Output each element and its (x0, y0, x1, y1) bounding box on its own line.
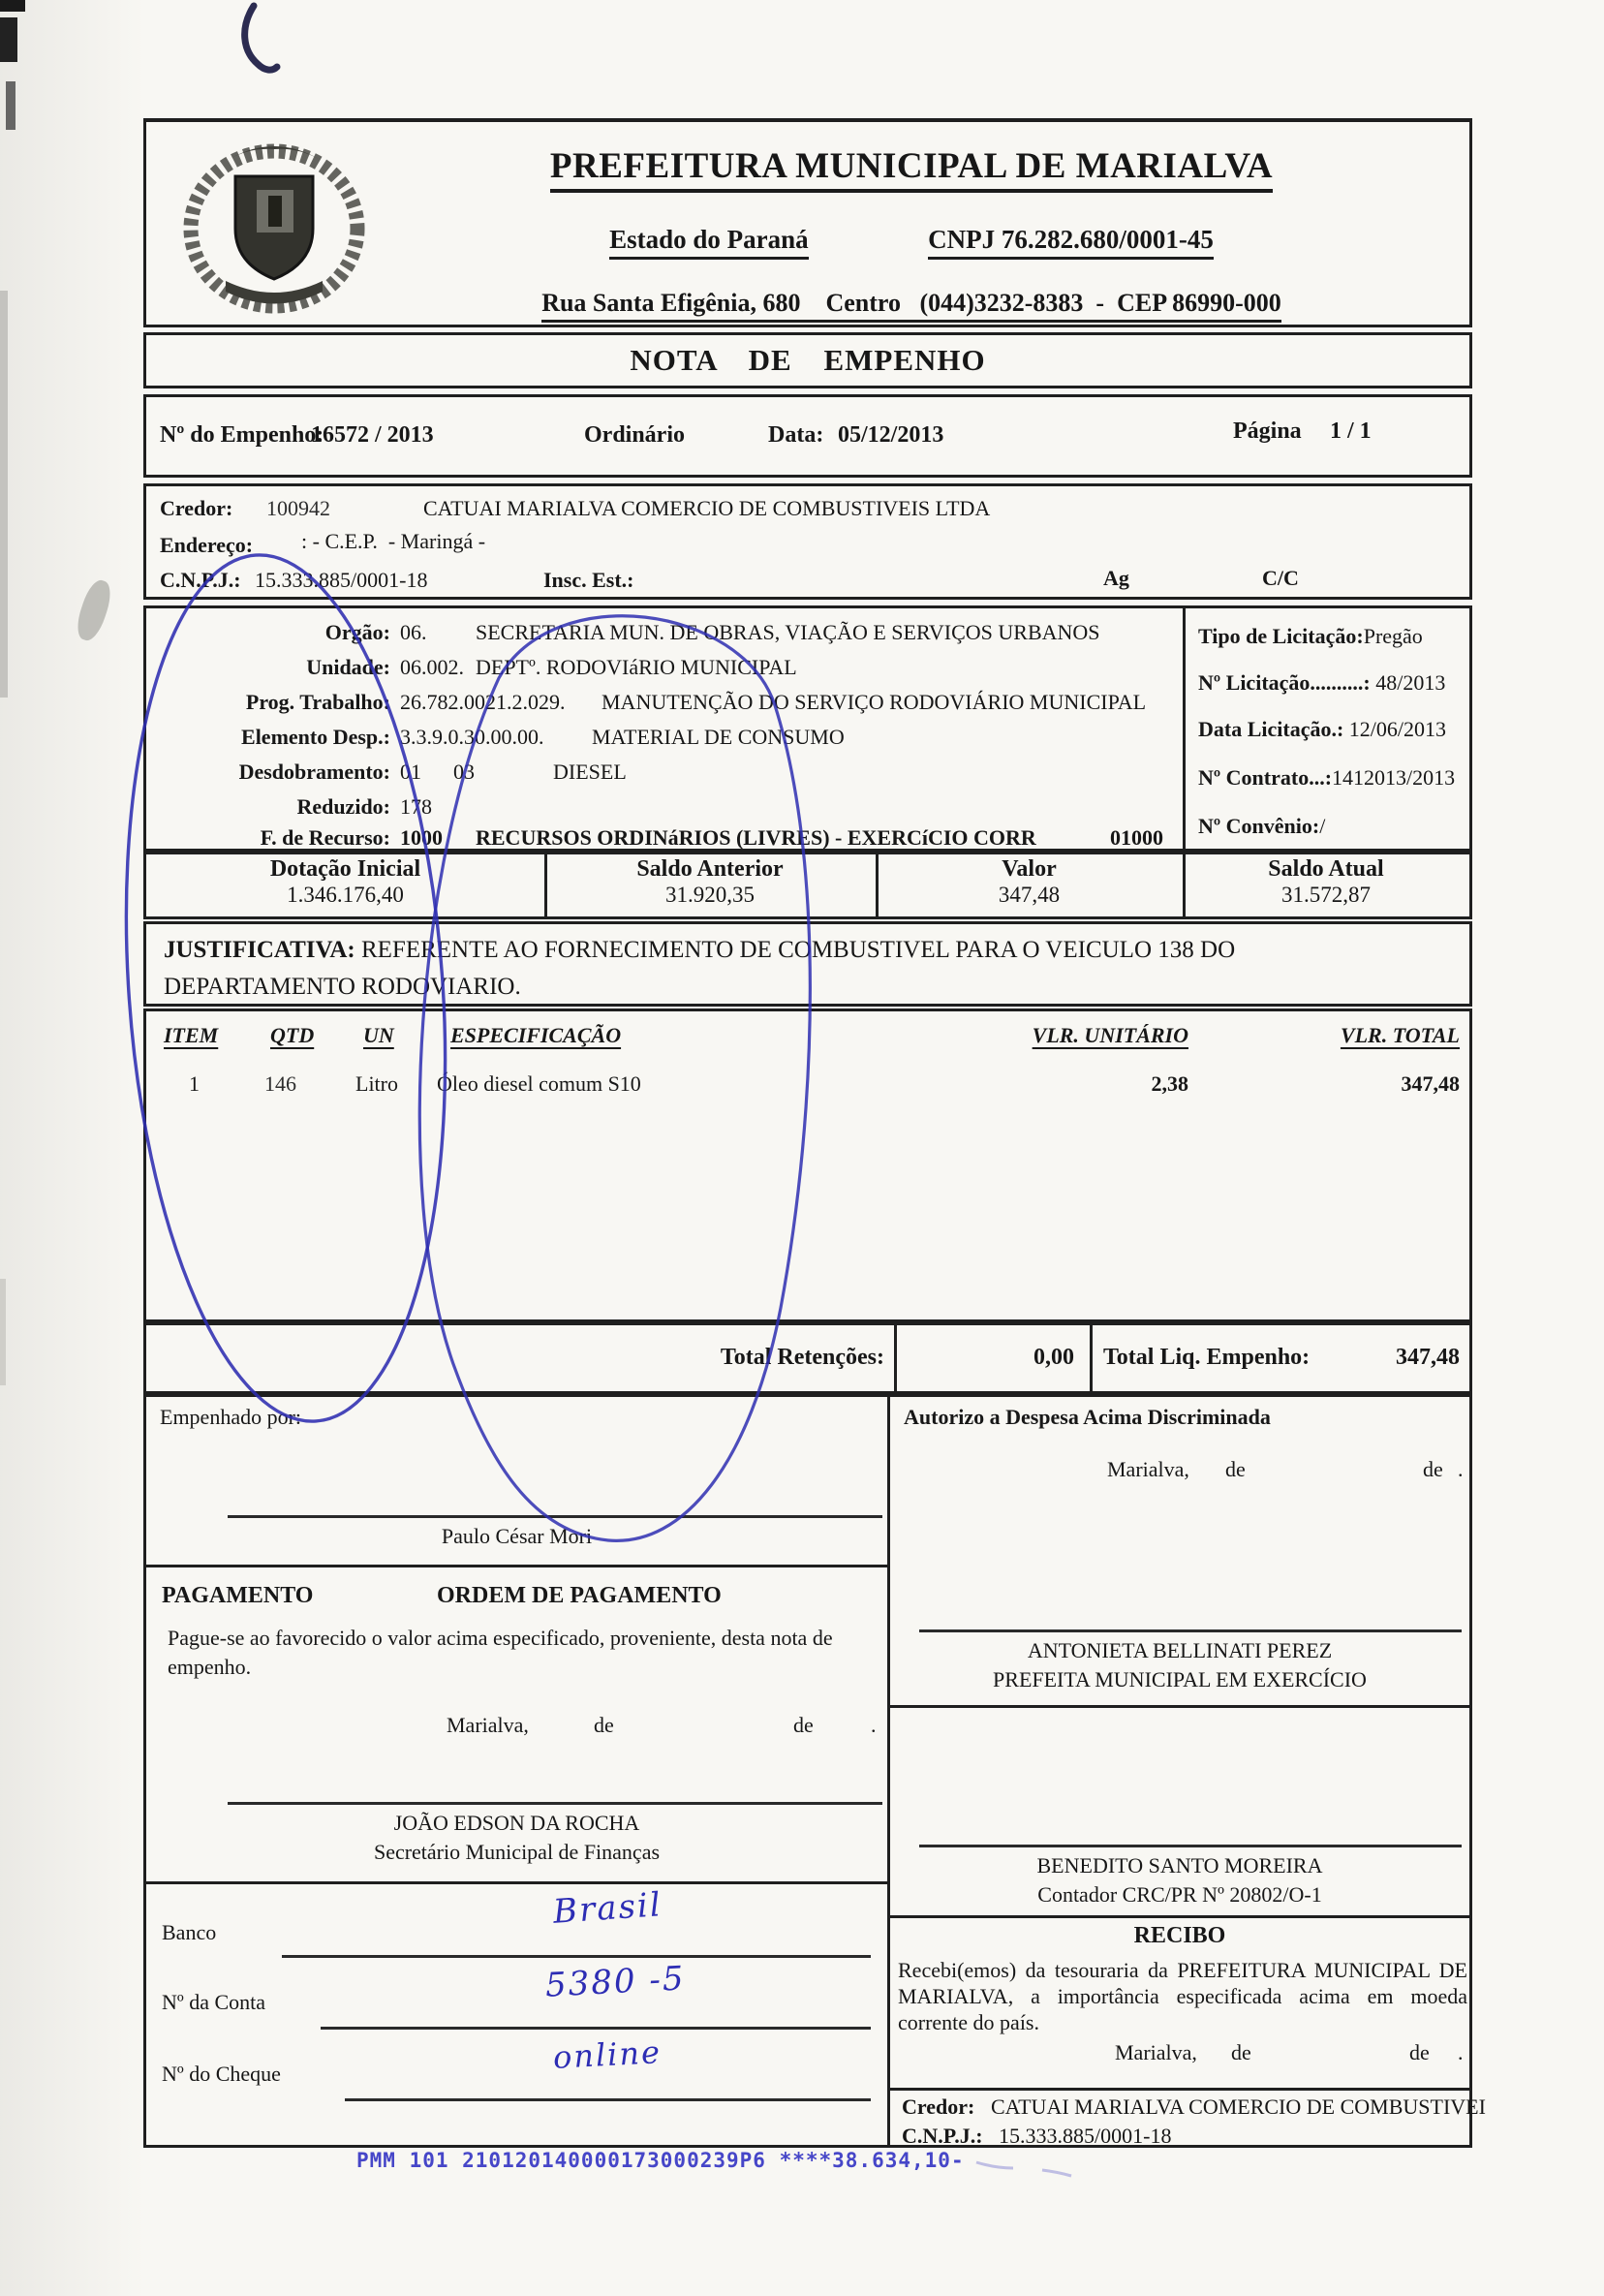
item-vlr-total: 347,48 (1401, 1071, 1460, 1096)
pagamento-title: PAGAMENTO (162, 1583, 314, 1608)
unidade-label: Unidade: (306, 655, 390, 679)
dot-matrix-stamp: PMM 101 210120140000173000239P6 ****38.634,10- (356, 2149, 965, 2172)
total-liquido-value: 347,48 (1396, 1345, 1460, 1370)
credor-box (143, 483, 1472, 600)
item-especificacao: Óleo diesel comum S10 (437, 1071, 641, 1096)
mayor-name: ANTONIETA BELLINATI PEREZ (1027, 1638, 1333, 1662)
address-line: Rua Santa Efigênia, 680 Centro (044)3232-8383 - CEP 86990-000 (541, 289, 1281, 323)
data-licitacao-label: Data Licitação.: (1198, 717, 1344, 741)
justificativa-label: JUSTIFICATIVA: (164, 937, 355, 963)
item-qtd: 146 (264, 1071, 296, 1096)
total-liquido-label: Total Liq. Empenho: (1103, 1345, 1311, 1370)
banco-label: Banco (162, 1920, 217, 1944)
fonte-recurso-codigo: 01000 (1110, 825, 1163, 850)
section-divider (890, 1705, 1469, 1708)
num-contrato-label: Nº Contrato...: (1198, 765, 1333, 790)
recibo-credor-label: Credor: (902, 2094, 975, 2119)
column-divider (887, 1397, 890, 2145)
dotacao-inicial-value: 1.346.176,40 (287, 883, 404, 907)
num-licitacao-value: 48/2013 (1375, 670, 1446, 695)
num-convenio-row (1198, 814, 1325, 839)
signature-line (228, 1802, 882, 1805)
conta-corrente-label: C/C (1262, 566, 1299, 590)
desdobramento-label: Desdobramento: (238, 760, 390, 784)
empenho-number: 16572 / 2013 (311, 422, 434, 448)
banco-handwriting: Brasil (551, 1885, 663, 1932)
num-contrato-row (1198, 765, 1455, 791)
orgao-box (143, 605, 1472, 852)
fonte-recurso-code: 1000 (400, 825, 443, 850)
section-divider (146, 1565, 887, 1567)
empenho-row-box (143, 394, 1472, 478)
ink-smudge (976, 2162, 1071, 2176)
total-retencoes-value: 0,00 (1033, 1345, 1074, 1370)
signatures-box (143, 1394, 1486, 2148)
recibo-body: Recebi(emos) da tesouraria da PREFEITURA MUNICIPAL DE MARIALVA, a importância especificada acima em moeda corrente do país. (898, 1958, 1467, 2034)
tipo-licitacao-row (1198, 624, 1423, 649)
signature-line (919, 1629, 1462, 1632)
elemento-desp-desc: MATERIAL DE CONSUMO (592, 725, 845, 749)
state-label: Estado do Paraná (609, 225, 809, 260)
nota-de-empenho-form (143, 118, 1486, 2148)
valor-value: 347,48 (998, 883, 1061, 907)
elemento-desp-code: 3.3.9.0.30.00.00. (400, 725, 544, 749)
num-convenio-label: Nº Convênio: (1198, 814, 1320, 838)
data-licitacao-row (1198, 717, 1446, 742)
recibo-cnpj-value: 15.333.885/0001-18 (999, 2124, 1172, 2148)
scan-artifact (0, 0, 25, 12)
desdobramento-desc: DIESEL (553, 760, 627, 784)
item-vlr-unitario: 2,38 (1151, 1071, 1188, 1096)
endereco-value: : - C.E.P. - Maringá - (301, 529, 486, 553)
reduzido-label: Reduzido: (296, 794, 390, 819)
tipo-licitacao-value: Pregão (1363, 624, 1423, 648)
orgao-code: 06. (400, 620, 427, 644)
col-item: ITEM (164, 1023, 219, 1047)
num-convenio-value: / (1319, 814, 1326, 838)
col-vlr-unitario: VLR. UNITÁRIO (1032, 1023, 1188, 1047)
credor-name: CATUAI MARIALVA COMERCIO DE COMBUSTIVEIS LTDA (423, 496, 991, 520)
cnpj-value: 15.333.885/0001-18 (255, 568, 428, 592)
data-licitacao-value: 12/06/2013 (1348, 717, 1447, 741)
valor-label: Valor (1002, 856, 1057, 882)
city-name: Marialva, (1115, 2040, 1197, 2064)
col-vlr-total: VLR. TOTAL (1340, 1023, 1460, 1047)
scan-artifact (0, 1279, 6, 1385)
agencia-label: Ag (1103, 566, 1129, 590)
empenho-number-label: Nº do Empenho: (160, 422, 324, 448)
municipality-title: PREFEITURA MUNICIPAL DE MARIALVA (550, 145, 1273, 193)
de-word: de (793, 1713, 814, 1737)
de-word: de (1409, 2040, 1430, 2064)
page-label: Página (1233, 419, 1302, 444)
de-word: de (1423, 1457, 1443, 1481)
doc-title: NOTA DE EMPENHO (630, 343, 986, 377)
banco-fill-line[interactable] (282, 1955, 871, 1958)
period-mark: . (1458, 2040, 1464, 2064)
cnpj-header: CNPJ 76.282.680/0001-45 (928, 225, 1214, 260)
scan-artifact (0, 17, 17, 62)
unidade-code: 06.002. (400, 655, 464, 679)
prog-trabalho-label: Prog. Trabalho: (245, 690, 390, 714)
saldo-atual-label: Saldo Atual (1268, 856, 1384, 882)
saldos-box (143, 852, 1472, 919)
num-contrato-value: 1412013/2013 (1332, 765, 1456, 790)
finance-secretary-name: JOÃO EDSON DA ROCHA (393, 1811, 640, 1835)
period-mark: . (871, 1713, 877, 1737)
orgao-desc: SECRETARIA MUN. DE OBRAS, VIAÇÃO E SERVIÇOS URBANOS (476, 620, 1100, 644)
signature-line (919, 1845, 1462, 1847)
elemento-desp-label: Elemento Desp.: (241, 725, 390, 749)
empenho-type: Ordinário (584, 422, 686, 448)
credor-label: Credor: (160, 496, 233, 520)
endereco-label: Endereço: (160, 533, 254, 557)
item-number: 1 (189, 1071, 200, 1096)
saldo-anterior-label: Saldo Anterior (636, 856, 784, 882)
recibo-cnpj-label: C.N.P.J.: (902, 2124, 983, 2148)
section-divider (890, 1915, 1469, 1918)
city-name: Marialva, (447, 1713, 529, 1737)
accountant-name: BENEDITO SANTO MOREIRA (1036, 1853, 1323, 1877)
justificativa-text: REFERENTE AO FORNECIMENTO DE COMBUSTIVEL PARA O VEICULO 138 DO DEPARTAMENTO RODOVIARIO. (164, 937, 1236, 1000)
pen-mark-top (245, 6, 277, 70)
header-box (143, 118, 1472, 327)
section-divider (146, 1881, 887, 1884)
totals-box (143, 1322, 1472, 1394)
autorizo-title: Autorizo a Despesa Acima Discriminada (904, 1405, 1271, 1429)
accountant-role: Contador CRC/PR Nº 20802/O-1 (1037, 1882, 1322, 1907)
city-name: Marialva, (1107, 1457, 1189, 1481)
prog-trabalho-desc: MANUTENÇÃO DO SERVIÇO RODOVIÁRIO MUNICIPAL (602, 690, 1147, 714)
conta-handwriting: 5380 -5 (544, 1959, 687, 2005)
empenho-date-label: Data: (768, 422, 824, 448)
de-word: de (594, 1713, 614, 1737)
recibo-credor-value: CATUAI MARIALVA COMERCIO DE COMBUSTIVEI (991, 2094, 1486, 2119)
signature-line (228, 1515, 882, 1518)
de-word: de (1225, 1457, 1246, 1481)
items-box (143, 1008, 1472, 1322)
empenhado-por-label: Empenhado por: (160, 1405, 302, 1429)
section-divider (890, 2088, 1469, 2091)
num-licitacao-row (1198, 670, 1445, 696)
cheque-fill-line[interactable] (345, 2098, 871, 2101)
unidade-desc: DEPTº. RODOVIáRIO MUNICIPAL (476, 655, 797, 679)
ordem-pagamento-title: ORDEM DE PAGAMENTO (437, 1583, 722, 1608)
col-especificacao: ESPECIFICAÇÃO (450, 1023, 622, 1047)
period-mark: . (1458, 1457, 1464, 1481)
desdobramento-code: 01 03 (400, 760, 475, 784)
credor-code: 100942 (266, 496, 330, 520)
cnpj-label: C.N.P.J.: (160, 568, 241, 592)
justificativa-box (143, 921, 1472, 1007)
mayor-role: PREFEITA MUNICIPAL EM EXERCÍCIO (993, 1667, 1367, 1691)
numero-conta-label: Nº da Conta (162, 1990, 266, 2014)
tipo-licitacao-label: Tipo de Licitação: (1198, 624, 1364, 648)
page-number: 1 / 1 (1330, 419, 1372, 444)
numero-cheque-label: Nº do Cheque (162, 2062, 281, 2086)
de-word: de (1231, 2040, 1251, 2064)
total-retencoes-label: Total Retenções: (720, 1345, 884, 1370)
recibo-title: RECIBO (1133, 1923, 1226, 1948)
saldo-atual-value: 31.572,87 (1281, 883, 1371, 907)
doc-title-box (143, 332, 1472, 388)
col-qtd: QTD (270, 1023, 315, 1047)
conta-fill-line[interactable] (321, 2027, 871, 2030)
fonte-recurso-desc: RECURSOS ORDINáRIOS (LIVRES) - EXERCíCIO CORR (476, 825, 1036, 850)
col-un: UN (363, 1023, 394, 1047)
scan-artifact (0, 291, 8, 698)
reduzido-code: 178 (400, 794, 432, 819)
num-licitacao-label: Nº Licitação..........: (1198, 670, 1371, 695)
empenho-date: 05/12/2013 (838, 422, 944, 448)
orgao-label: Orgão: (324, 620, 390, 644)
cheque-handwriting: online (552, 2033, 663, 2076)
empenhado-signer-name: Paulo César Mori (441, 1524, 593, 1548)
fonte-recurso-label: F. de Recurso: (260, 825, 390, 850)
saldo-anterior-value: 31.920,35 (665, 883, 755, 907)
prog-trabalho-code: 26.782.0021.2.029. (400, 690, 566, 714)
totals-divider (894, 1325, 897, 1391)
scan-artifact (6, 81, 15, 130)
item-un: Litro (355, 1071, 398, 1096)
finance-secretary-role: Secretário Municipal de Finanças (373, 1840, 661, 1864)
insc-est-label: Insc. Est.: (543, 568, 634, 592)
scan-shadow-band (0, 0, 145, 2296)
dotacao-inicial-label: Dotação Inicial (269, 856, 421, 882)
pagamento-body: Pague-se ao favorecido o valor acima especificado, proveniente, desta nota de empenho. (168, 1626, 833, 1679)
coat-of-arms-logo (171, 136, 377, 322)
totals-divider (1090, 1325, 1093, 1391)
